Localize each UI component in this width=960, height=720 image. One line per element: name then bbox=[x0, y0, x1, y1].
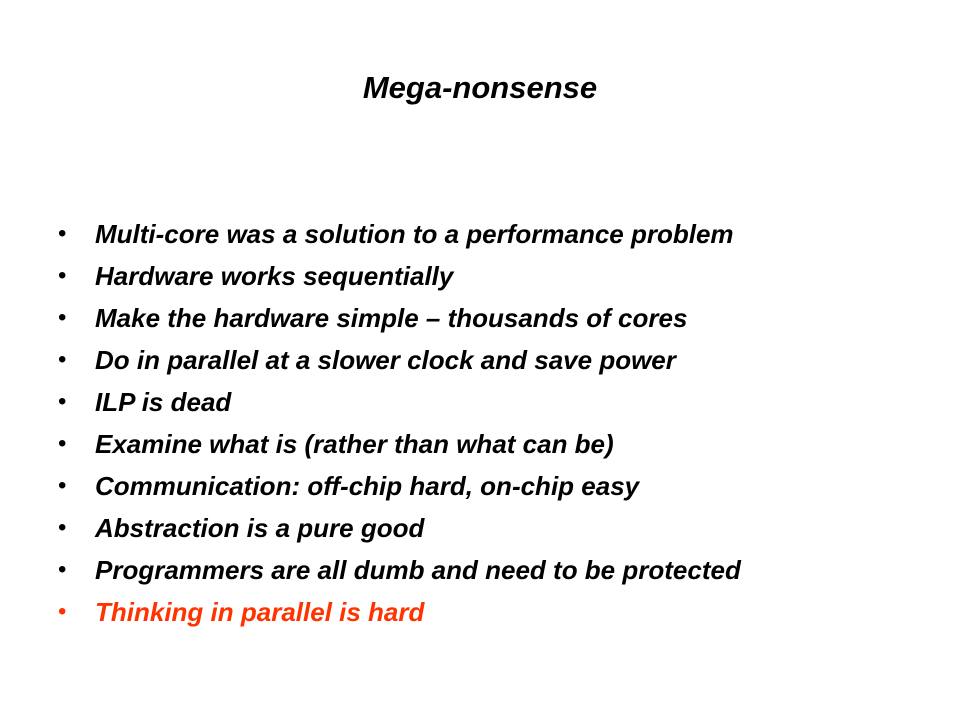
bullet-dot-icon: • bbox=[58, 262, 67, 289]
bullet-dot-icon: • bbox=[58, 472, 67, 499]
bullet-text: Examine what is (rather than what can be) bbox=[95, 429, 614, 459]
bullet-dot-icon: • bbox=[58, 514, 67, 541]
bullet-dot-icon: • bbox=[58, 304, 67, 331]
bullet-item bbox=[58, 507, 938, 549]
slide-title: Mega-nonsense bbox=[362, 70, 598, 105]
bullet-text: Do in parallel at a slower clock and save power bbox=[95, 345, 676, 375]
bullet-dot-icon: • bbox=[58, 598, 67, 625]
bullet-item bbox=[58, 213, 938, 255]
bullet-item bbox=[58, 255, 938, 297]
bullet-item bbox=[58, 381, 938, 423]
bullet-list bbox=[58, 213, 938, 633]
bullet-text: Make the hardware simple – thousands of cores bbox=[95, 303, 688, 333]
bullet-dot-icon: • bbox=[58, 388, 67, 415]
bullet-text: Communication: off-chip hard, on-chip easy bbox=[95, 471, 640, 501]
bullet-text: ILP is dead bbox=[95, 387, 232, 417]
bullet-item-highlighted bbox=[58, 591, 938, 633]
bullet-item bbox=[58, 465, 938, 507]
bullet-dot-icon: • bbox=[58, 430, 67, 457]
bullet-text: Hardware works sequentially bbox=[95, 261, 454, 291]
bullet-text: Programmers are all dumb and need to be protected bbox=[95, 555, 741, 585]
bullet-dot-icon: • bbox=[58, 220, 67, 247]
bullet-item bbox=[58, 423, 938, 465]
bullet-dot-icon: • bbox=[58, 346, 67, 373]
bullet-text: Abstraction is a pure good bbox=[95, 513, 425, 543]
bullet-text: Multi-core was a solution to a performance problem bbox=[95, 219, 734, 249]
bullet-item bbox=[58, 549, 938, 591]
bullet-item bbox=[58, 339, 938, 381]
bullet-item bbox=[58, 297, 938, 339]
bullet-text: Thinking in parallel is hard bbox=[95, 597, 425, 627]
bullet-dot-icon: • bbox=[58, 556, 67, 583]
